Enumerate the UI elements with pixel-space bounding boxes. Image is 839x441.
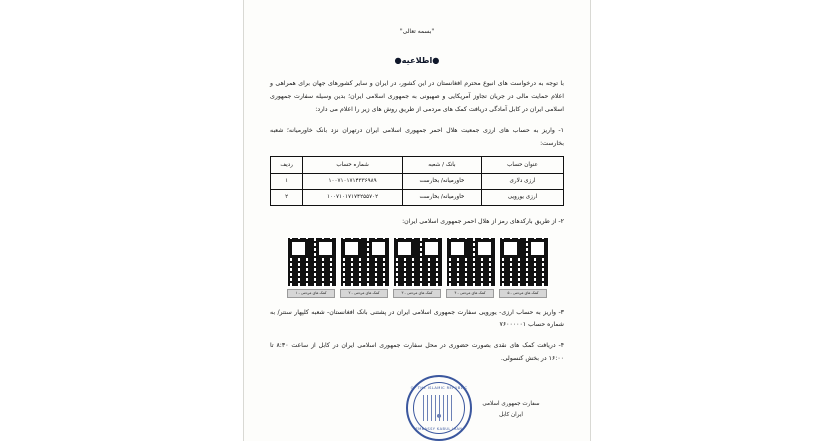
qr-code-2-label: کمک های مردمی - ۲ — [340, 289, 388, 298]
table-header-row — [271, 157, 564, 173]
cell-account-title: ارزی یورویی — [481, 189, 563, 205]
document-page — [243, 0, 591, 441]
cell-row-index: ۲ — [271, 189, 303, 205]
qr-code-row — [270, 237, 564, 298]
qr-code-cell — [340, 237, 388, 298]
qr-code-5-icon — [499, 237, 549, 287]
qr-code-cell — [499, 237, 547, 298]
header-row-index: ردیف — [271, 157, 303, 173]
qr-code-cell — [393, 237, 441, 298]
seal-bottom-text: EMBASSY KABUL IRAN — [415, 426, 463, 431]
qr-code-1-icon — [287, 237, 337, 287]
cell-bank-branch: خاورمیانه/ بخارست — [402, 189, 481, 205]
qr-code-3-label: کمک های مردمی - ۳ — [393, 289, 441, 298]
cell-account-title: ارزی دلاری — [481, 173, 563, 189]
qr-code-4-label: کمک های مردمی - ۴ — [446, 289, 494, 298]
qr-code-5-label: کمک های مردمی - ۵ — [499, 289, 547, 298]
cell-account-number: ۱۰۰۷۱۰۱۷۱۴۳۳۶۹۸۹ — [303, 173, 403, 189]
intro-paragraph: با توجه به درخواست های انبوع محترم افغانستان در این کشور، در ایران و سایر کشورهای جهان برای همراهی و اعلام حمایت مالی در جریان تجاوز آمریکایی و صهیونی به جمهوری اسلامی ایران؛ بدین وسیله سفارت جمهوری اسلامی ایران در کابل آمادگی دریافت کمک های مردمی از طریق روش های زیر را اعلام می دارد: — [270, 80, 564, 113]
embassy-seal-icon — [406, 375, 472, 441]
table-row — [271, 189, 564, 205]
document-title: ●اطلاعیه● — [394, 55, 440, 66]
qr-code-cell — [446, 237, 494, 298]
signature-stamp-area — [270, 373, 564, 441]
cell-bank-branch: خاورمیانه/ بخارست — [402, 173, 481, 189]
item-2-text: ۲- از طریق بارکدهای رمز از هلال احمر جمهوری اسلامی ایران: — [402, 218, 564, 226]
seal-emblem-icon — [423, 395, 455, 421]
header-bank-branch: بانک / شعبه — [402, 157, 481, 173]
seal-top-text: OF THE ISLAMIC REPUBLIC — [410, 386, 468, 391]
item-3-text: ۳- واریز به حساب ارزی- یورویی سفارت جمهوری اسلامی ایران در پشتنی بانک افغانستان- شعبه کلپهار سنتر/ به شماره حساب ۷۶۰۰۰۰۰۱ — [270, 308, 564, 329]
qr-code-3-icon — [393, 237, 443, 287]
item-1-text: ۱- واریز به حساب های ارزی جمعیت هلال احمر جمهوری اسلامی ایران درتهران نزد بانک خاورمیانه؛ شعبه بخارست: — [270, 127, 564, 147]
cell-row-index: ۱ — [271, 173, 303, 189]
basmala-line: "بسمه تعالی" — [399, 28, 435, 35]
table-row — [271, 173, 564, 189]
header-account-title: عنوان حساب — [481, 157, 563, 173]
qr-code-2-icon — [340, 237, 390, 287]
header-account-number: شماره حساب — [303, 157, 403, 173]
cell-account-number: ۱۰۰۷۱۰۱۷۱۷۴۲۵۵۷۰۲ — [303, 189, 403, 205]
qr-code-cell — [287, 237, 335, 298]
accounts-table — [270, 156, 564, 206]
item-4-text: ۴- دریافت کمک های نقدی بصورت حضوری در محل سفارت جمهوری اسلامی ایران در کابل از ساعت ۸:۳۰ تا ۱۶:۰۰ در بخش کنسولی. — [270, 342, 565, 362]
embassy-caption: سفارت جمهوری اسلامی ایران کابل — [482, 401, 540, 418]
qr-code-4-icon — [446, 237, 496, 287]
qr-code-1-label: کمک های مردمی - ۱ — [287, 289, 335, 298]
